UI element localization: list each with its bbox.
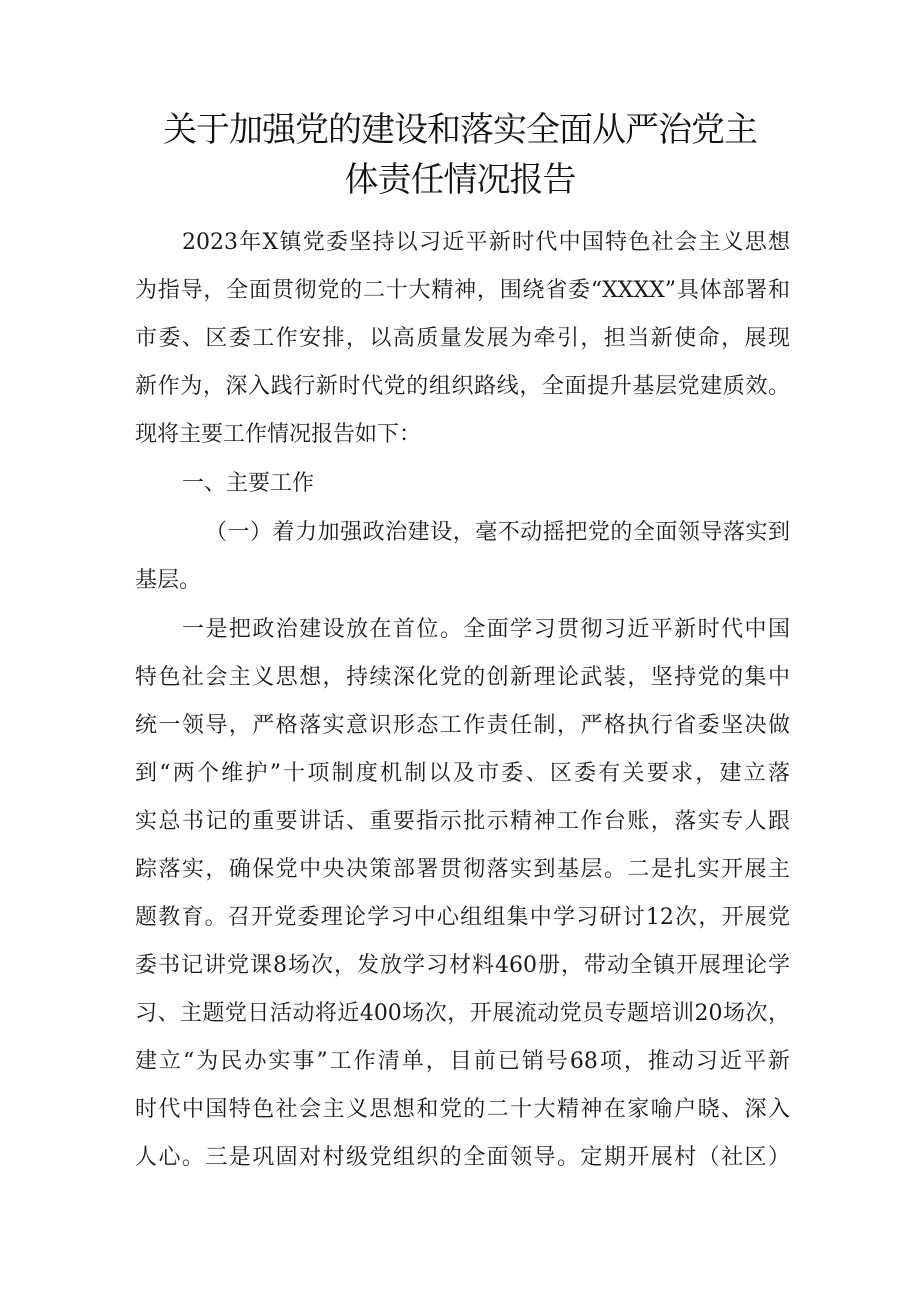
body-line-15: 题教育。召开党委理论学习中心组组集中学习研讨12次，开展党 xyxy=(135,905,790,930)
body-line-10: 特色社会主义思想，持续深化党的创新理论武装，坚持党的集中 xyxy=(135,665,790,690)
document-title-line-1: 关于加强党的建设和落实全面从严治党主 xyxy=(163,110,757,150)
body-line-3: 市委、区委工作安排，以高质量发展为牵引，担当新使命，展现 xyxy=(135,326,790,351)
section-heading-main-work: 一、主要工作 xyxy=(182,471,315,496)
body-line-13: 实总书记的重要讲话、重要指示批示精神工作台账，落实专人跟 xyxy=(135,809,790,834)
body-line-2: 为指导，全面贯彻党的二十大精神，围绕省委“XXXX”具体部署和 xyxy=(135,278,790,303)
body-line-14: 踪落实，确保党中央决策部署贯彻落实到基层。二是扎实开展主 xyxy=(135,857,790,882)
body-line-20: 人心。三是巩固对村级党组织的全面领导。定期开展村（社区） xyxy=(135,1145,790,1170)
body-line-18: 建立“为民办实事”工作清单，目前已销号68项，推动习近平新 xyxy=(135,1049,790,1074)
body-line-9: 一是把政治建设放在首位。全面学习贯彻习近平新时代中国 xyxy=(182,617,790,642)
body-line-1: 2023年X镇党委坚持以习近平新时代中国特色社会主义思想 xyxy=(182,230,790,255)
body-line-11: 统一领导，严格落实意识形态工作责任制，严格执行省委坚决做 xyxy=(135,713,790,738)
body-line-19: 时代中国特色社会主义思想和党的二十大精神在家喻户晓、深入 xyxy=(135,1097,790,1122)
body-line-16: 委书记讲党课8场次，发放学习材料460册，带动全镇开展理论学 xyxy=(135,953,790,978)
body-line-17: 习、主题党日活动将近400场次，开展流动党员专题培训20场次， xyxy=(135,1001,790,1026)
subsection-heading-1: （一）着力加强政治建设，毫不动摇把党的全面领导落实到 xyxy=(205,520,790,545)
document-title-line-2: 体责任情况报告 xyxy=(344,160,576,200)
body-line-4: 新作为，深入践行新时代党的组织路线，全面提升基层党建质效。 xyxy=(135,374,790,399)
body-line-5: 现将主要工作情况报告如下： xyxy=(135,422,422,447)
body-line-12: 到“两个维护”十项制度机制以及市委、区委有关要求，建立落 xyxy=(135,761,790,786)
subsection-heading-1-cont: 基层。 xyxy=(135,568,202,593)
